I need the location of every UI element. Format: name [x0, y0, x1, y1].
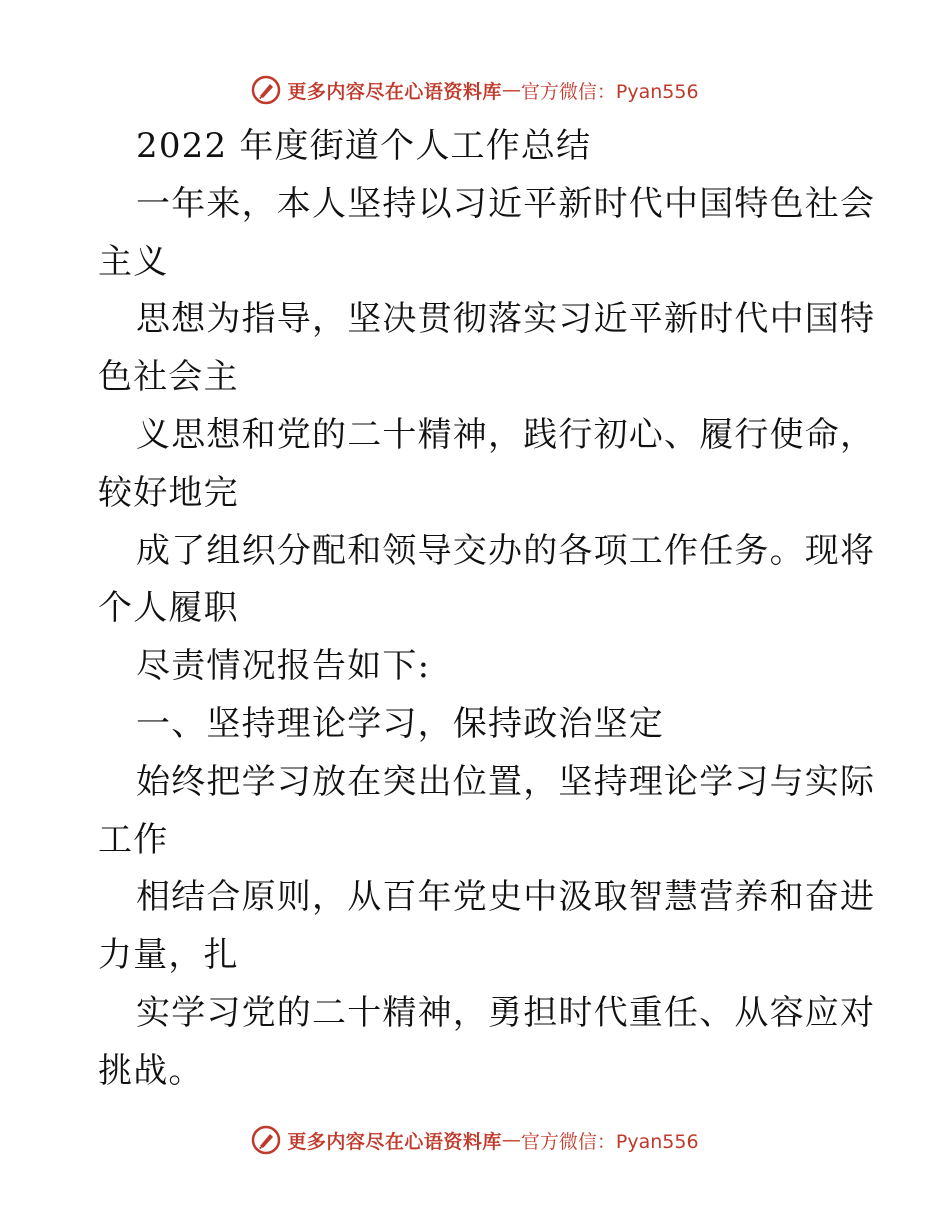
- paragraph-line: 实学习党的二十精神，勇担时代重任、从容应对: [136, 992, 876, 1033]
- paragraph-line: 挑战。: [98, 1050, 204, 1091]
- banner-site-text: 更多内容尽在心语资料库: [287, 80, 502, 103]
- document-title: 2022 年度街道个人工作总结: [136, 126, 592, 166]
- banner-wechat-text: 官方微信：Pyan556: [520, 80, 699, 103]
- paragraph-line: 工作: [98, 819, 169, 860]
- paragraph-line: 成了组织分配和领导交办的各项工作任务。现将: [136, 530, 876, 571]
- banner-separator: —: [501, 1129, 521, 1151]
- header-banner: [0, 70, 950, 110]
- paragraph-line: 力量，扎: [98, 935, 239, 976]
- paragraph-line: 个人履职: [98, 588, 239, 629]
- paragraph-line: 始终把学习放在突出位置，坚持理论学习与实际: [136, 761, 876, 802]
- paragraph-line: 相结合原则，从百年党史中汲取智慧营养和奋进: [136, 877, 876, 918]
- paragraph-line: 尽责情况报告如下:: [136, 646, 431, 687]
- paragraph-line: 色社会主: [98, 357, 239, 398]
- pen-nib-logo-icon: [251, 75, 281, 105]
- paragraph-line: 义思想和党的二十精神，践行初心、履行使命，: [136, 414, 876, 455]
- paragraph-line: 一年来，本人坚持以习近平新时代中国特色社会: [136, 183, 876, 224]
- paragraph-line: 思想为指导，坚决贯彻落实习近平新时代中国特: [136, 299, 876, 340]
- banner-separator: —: [501, 79, 521, 101]
- paragraph-line: 较好地完: [98, 472, 239, 513]
- banner-wechat-text: 官方微信：Pyan556: [520, 1130, 699, 1153]
- section-heading: 一、坚持理论学习，保持政治坚定: [136, 703, 664, 744]
- document-body: [98, 118, 876, 1101]
- pen-nib-logo-icon: [251, 1125, 281, 1155]
- footer-banner: [0, 1120, 950, 1160]
- banner-site-text: 更多内容尽在心语资料库: [287, 1130, 502, 1153]
- paragraph-line: 主义: [98, 241, 169, 282]
